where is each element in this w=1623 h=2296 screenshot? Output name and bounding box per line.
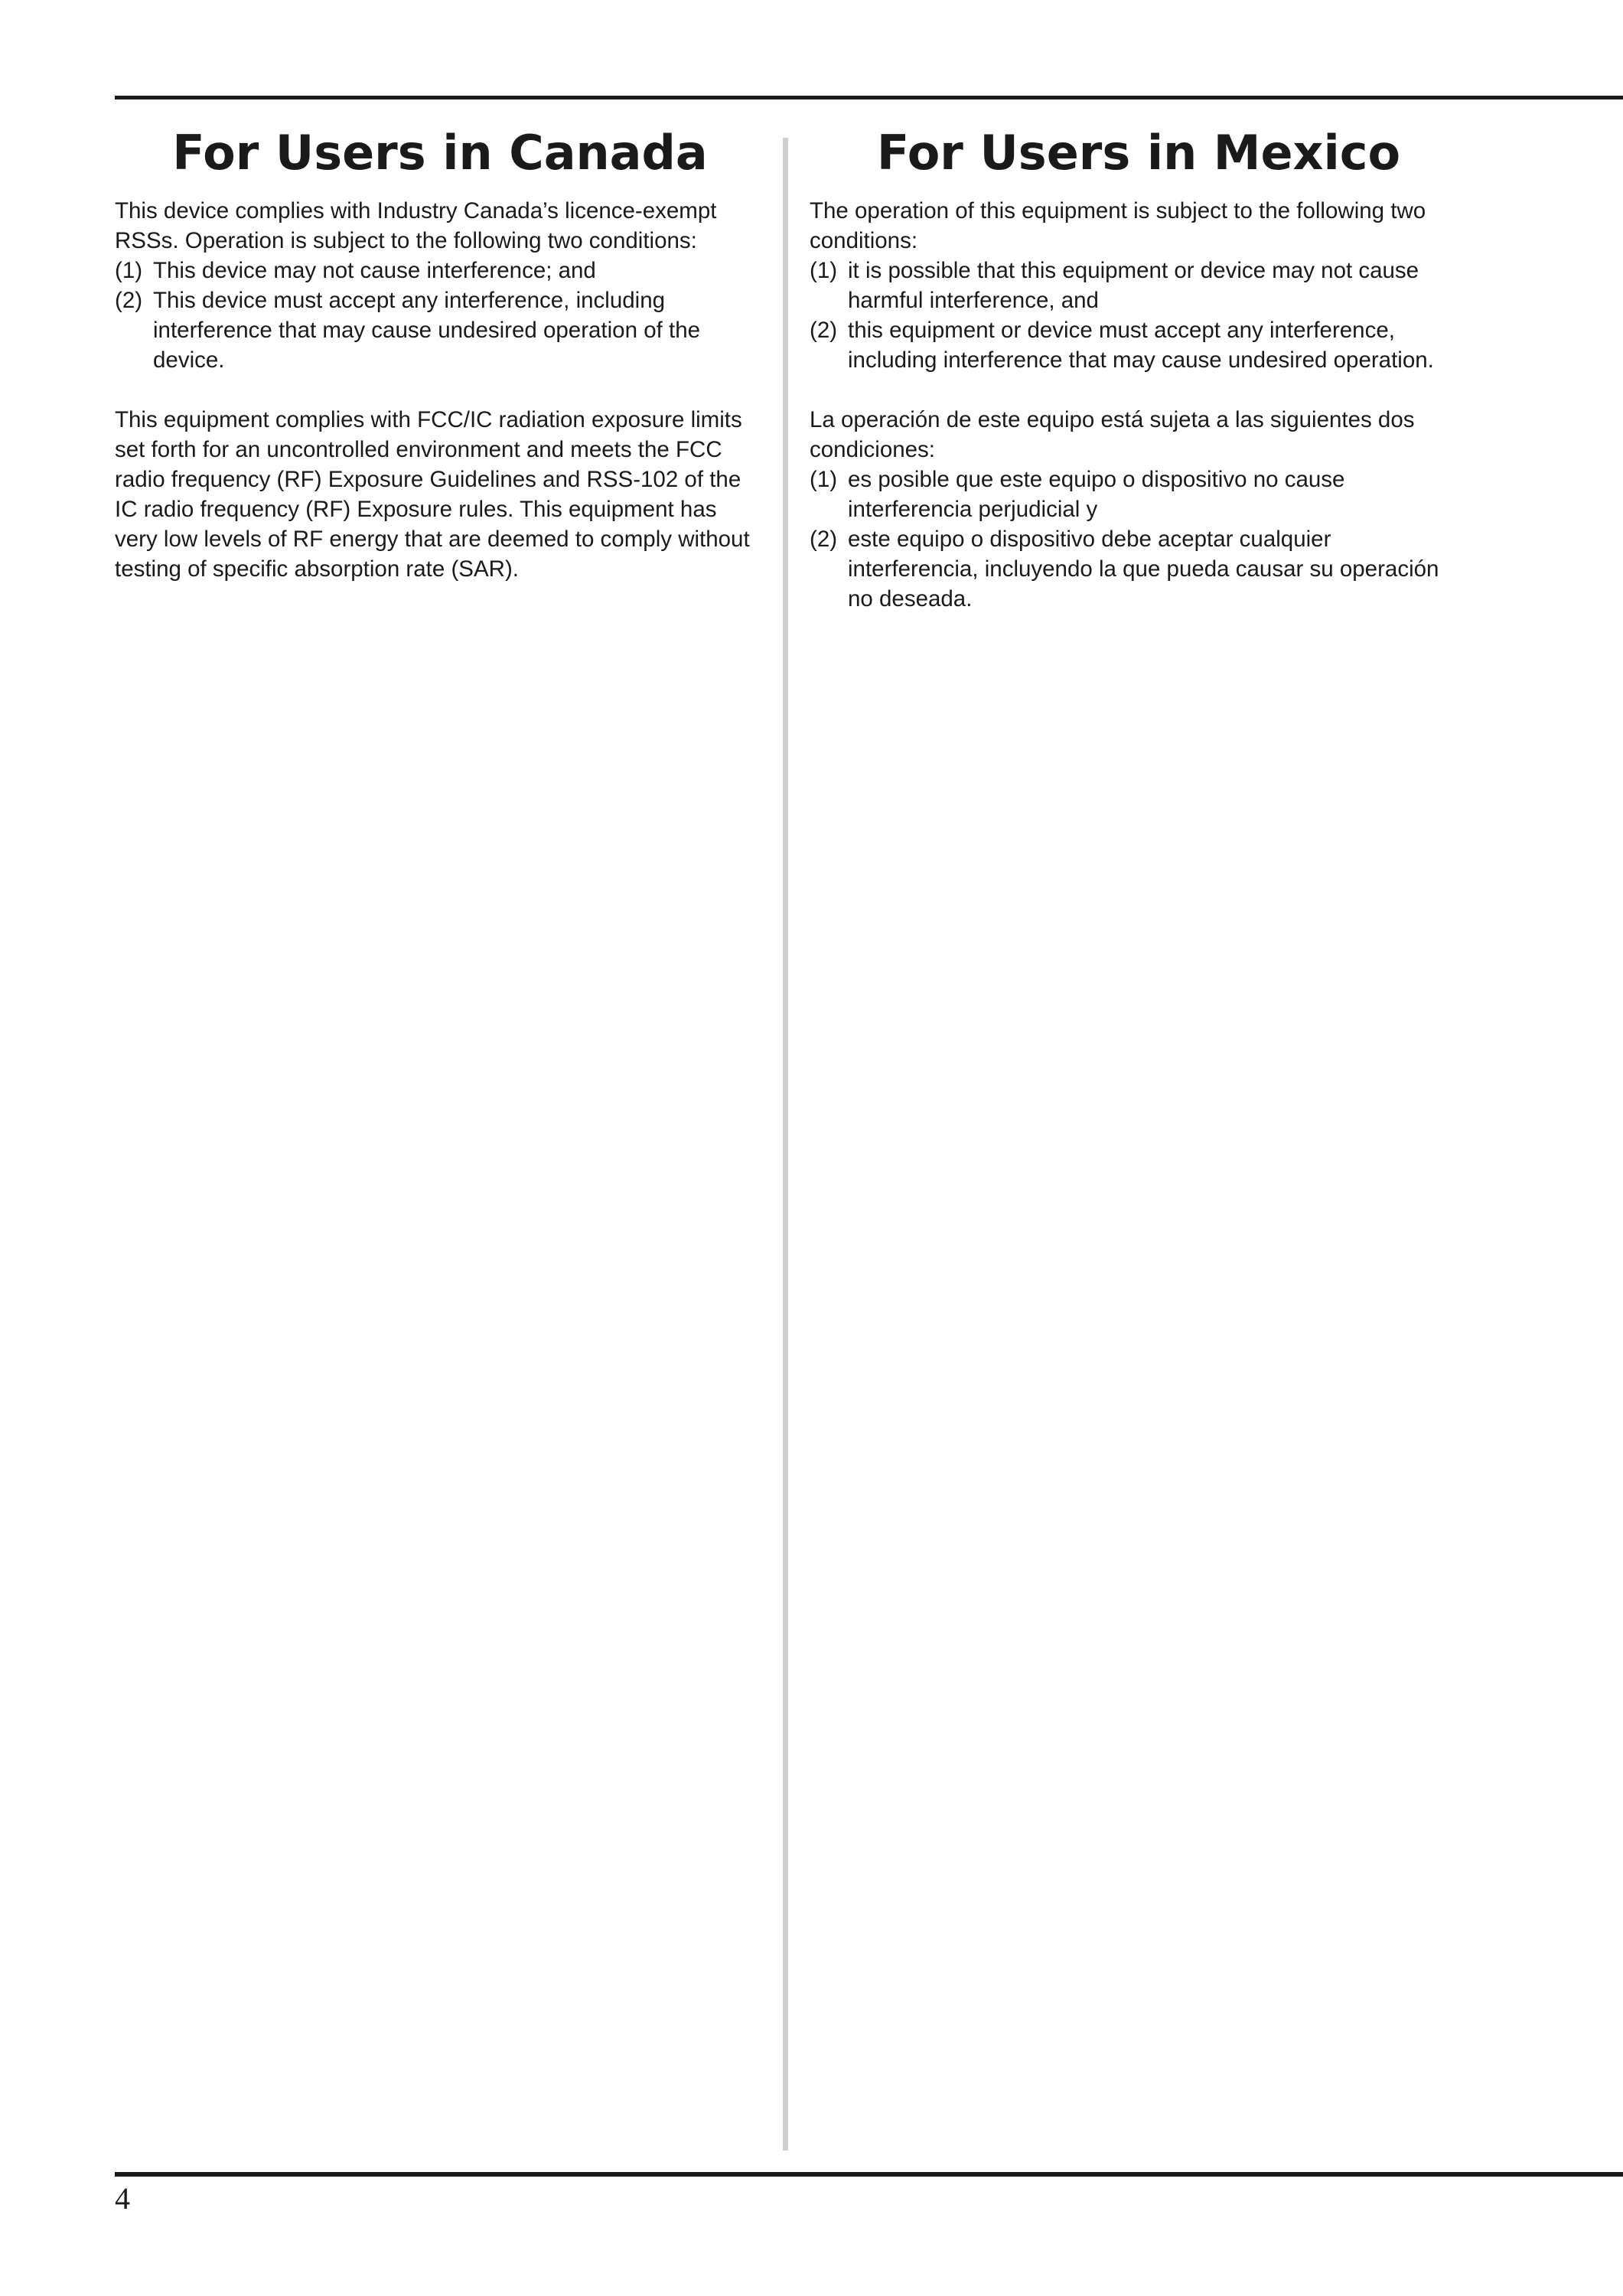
list-item-number: (1) — [115, 258, 143, 283]
page-number: 4 — [115, 2181, 130, 2216]
list-item — [810, 256, 1468, 315]
canada-rf-exposure-paragraph: This equipment complies with FCC/IC radiation exposure limits set forth for an uncontrolled environment and meets the FCC radio frequency (RF) Exposure Guidelines and RSS-102 of the IC radio frequency (RF) Exposure rules. This equipment has very low levels of RF energy that are deemed to comply without testing of specific absorption rate (SAR). — [115, 407, 750, 582]
mexico-intro-english: The operation of this equipment is subject to the following two conditions: — [810, 198, 1426, 253]
list-item-number: (2) — [810, 527, 838, 552]
list-item-text: this equipment or device must accept any interference, including interference that may cause undesired operation. — [848, 318, 1434, 373]
top-rule — [115, 96, 1623, 99]
mexico-conditions-english — [810, 256, 1468, 375]
list-item-number: (1) — [810, 258, 838, 283]
bottom-rule — [115, 2172, 1623, 2177]
list-item-text: este equipo o dispositivo debe aceptar cualquier interferencia, incluyendo la que pueda causar su operación no deseada. — [848, 527, 1439, 612]
list-item-number: (1) — [810, 467, 838, 492]
mexico-intro-spanish: La operación de este equipo está sujeta a las siguientes dos condiciones: — [810, 407, 1415, 462]
canada-section — [115, 122, 765, 584]
mexico-heading: For Users in Mexico — [876, 125, 1401, 181]
mexico-section — [810, 122, 1468, 614]
list-item-text: This device may not cause interference; and — [153, 258, 596, 283]
canada-conditions-list — [115, 256, 765, 375]
list-item — [810, 315, 1468, 375]
canada-intro: This device complies with Industry Canada’s licence-exempt RSSs. Operation is subject to the following two conditions: — [115, 198, 717, 253]
canada-heading: For Users in Canada — [172, 125, 708, 181]
list-item-number: (2) — [810, 318, 838, 343]
list-item-text: es posible que este equipo o dispositivo no cause interferencia perjudicial y — [848, 467, 1345, 522]
list-item — [115, 256, 765, 285]
list-item — [810, 465, 1468, 524]
mexico-conditions-spanish — [810, 465, 1468, 614]
list-item — [115, 285, 765, 375]
list-item-number: (2) — [115, 288, 143, 313]
list-item — [810, 524, 1468, 614]
column-divider — [783, 138, 788, 2151]
list-item-text: it is possible that this equipment or device may not cause harmful interference, and — [848, 258, 1419, 313]
list-item-text: This device must accept any interference, including interference that may cause undesired operation of the device. — [153, 288, 701, 373]
